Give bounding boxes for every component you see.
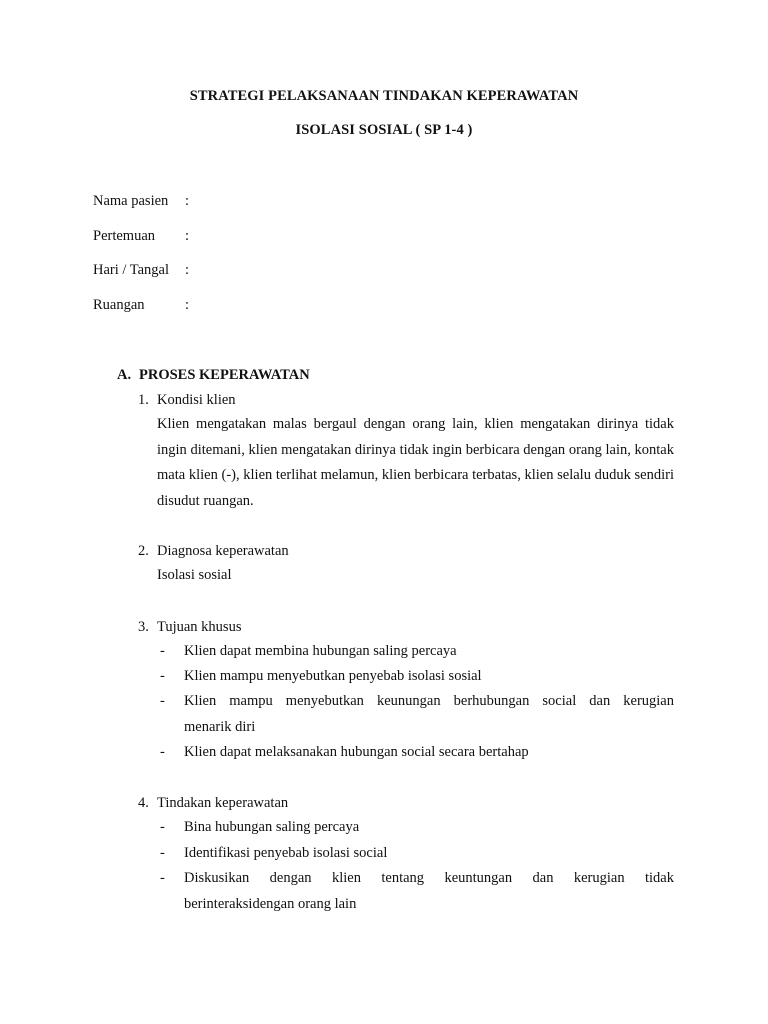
bullet-dash: -	[160, 819, 165, 835]
identity-colon: :	[185, 228, 190, 244]
item-number: 2.	[138, 543, 149, 559]
item-body-text: Klien mengatakan malas bergaul dengan orang lain, klien mengatakan dirinya tidak ingin ditemani, klien mengatakan dirinya tidak ingin berbicara dengan orang lain, kontak mata klien (-), klien terlihat melamun, klien berbicara terbatas, klien selalu duduk sendiri disudut ruangan.	[157, 416, 674, 509]
section-letter: A.	[117, 367, 132, 383]
item-title: Tujuan khusus	[157, 619, 242, 635]
bullet-line: Klien mampu menyebutkan penyebab isolasi sosial	[184, 668, 482, 684]
bullet-text	[184, 815, 674, 841]
bullet-dash: -	[160, 643, 165, 659]
identity-label: Nama pasien	[93, 193, 169, 209]
bullet-text	[184, 689, 674, 740]
identity-label: Hari / Tangal	[93, 262, 170, 278]
item-title: Diagnosa keperawatan	[157, 543, 289, 559]
item-number: 1.	[138, 392, 149, 408]
identity-colon: :	[185, 297, 190, 313]
document-subtitle: ISOLASI SOSIAL ( SP 1-4 )	[295, 122, 473, 138]
section-title: PROSES KEPERAWATAN	[139, 367, 310, 383]
item-body-text: Isolasi sosial	[157, 567, 232, 583]
bullet-line: Klien dapat membina hubungan saling percaya	[184, 643, 457, 659]
identity-colon: :	[185, 262, 190, 278]
bullet-line: Diskusikan dengan klien tentang keuntungan dan kerugian tidak	[184, 870, 674, 886]
section-heading	[117, 367, 310, 384]
bullet-line: Identifikasi penyebab isolasi social	[184, 845, 388, 861]
identity-label: Ruangan	[93, 297, 145, 313]
bullet-text	[184, 639, 674, 665]
bullet-line: Bina hubungan saling percaya	[184, 819, 360, 835]
bullet-line: menarik diri	[184, 718, 256, 735]
bullet-text	[184, 664, 674, 690]
item-number: 3.	[138, 619, 149, 635]
bullet-text	[184, 866, 674, 917]
identity-label: Pertemuan	[93, 228, 156, 244]
item-number: 4.	[138, 795, 149, 811]
bullet-text	[184, 841, 674, 867]
bullet-dash: -	[160, 668, 165, 684]
item-title: Kondisi klien	[157, 392, 236, 408]
bullet-dash: -	[160, 870, 165, 886]
bullet-text	[184, 740, 674, 766]
bullet-dash: -	[160, 693, 165, 709]
identity-colon: :	[185, 193, 190, 209]
bullet-dash: -	[160, 744, 165, 760]
bullet-dash: -	[160, 845, 165, 861]
item-title: Tindakan keperawatan	[157, 795, 289, 811]
bullet-line: Klien mampu menyebutkan keunungan berhubungan social dan kerugian	[184, 693, 674, 709]
bullet-line: Klien dapat melaksanakan hubungan social secara bertahap	[184, 744, 529, 760]
document-title: STRATEGI PELAKSANAAN TINDAKAN KEPERAWATAN	[189, 88, 579, 104]
bullet-line: berinteraksidengan orang lain	[184, 895, 357, 912]
